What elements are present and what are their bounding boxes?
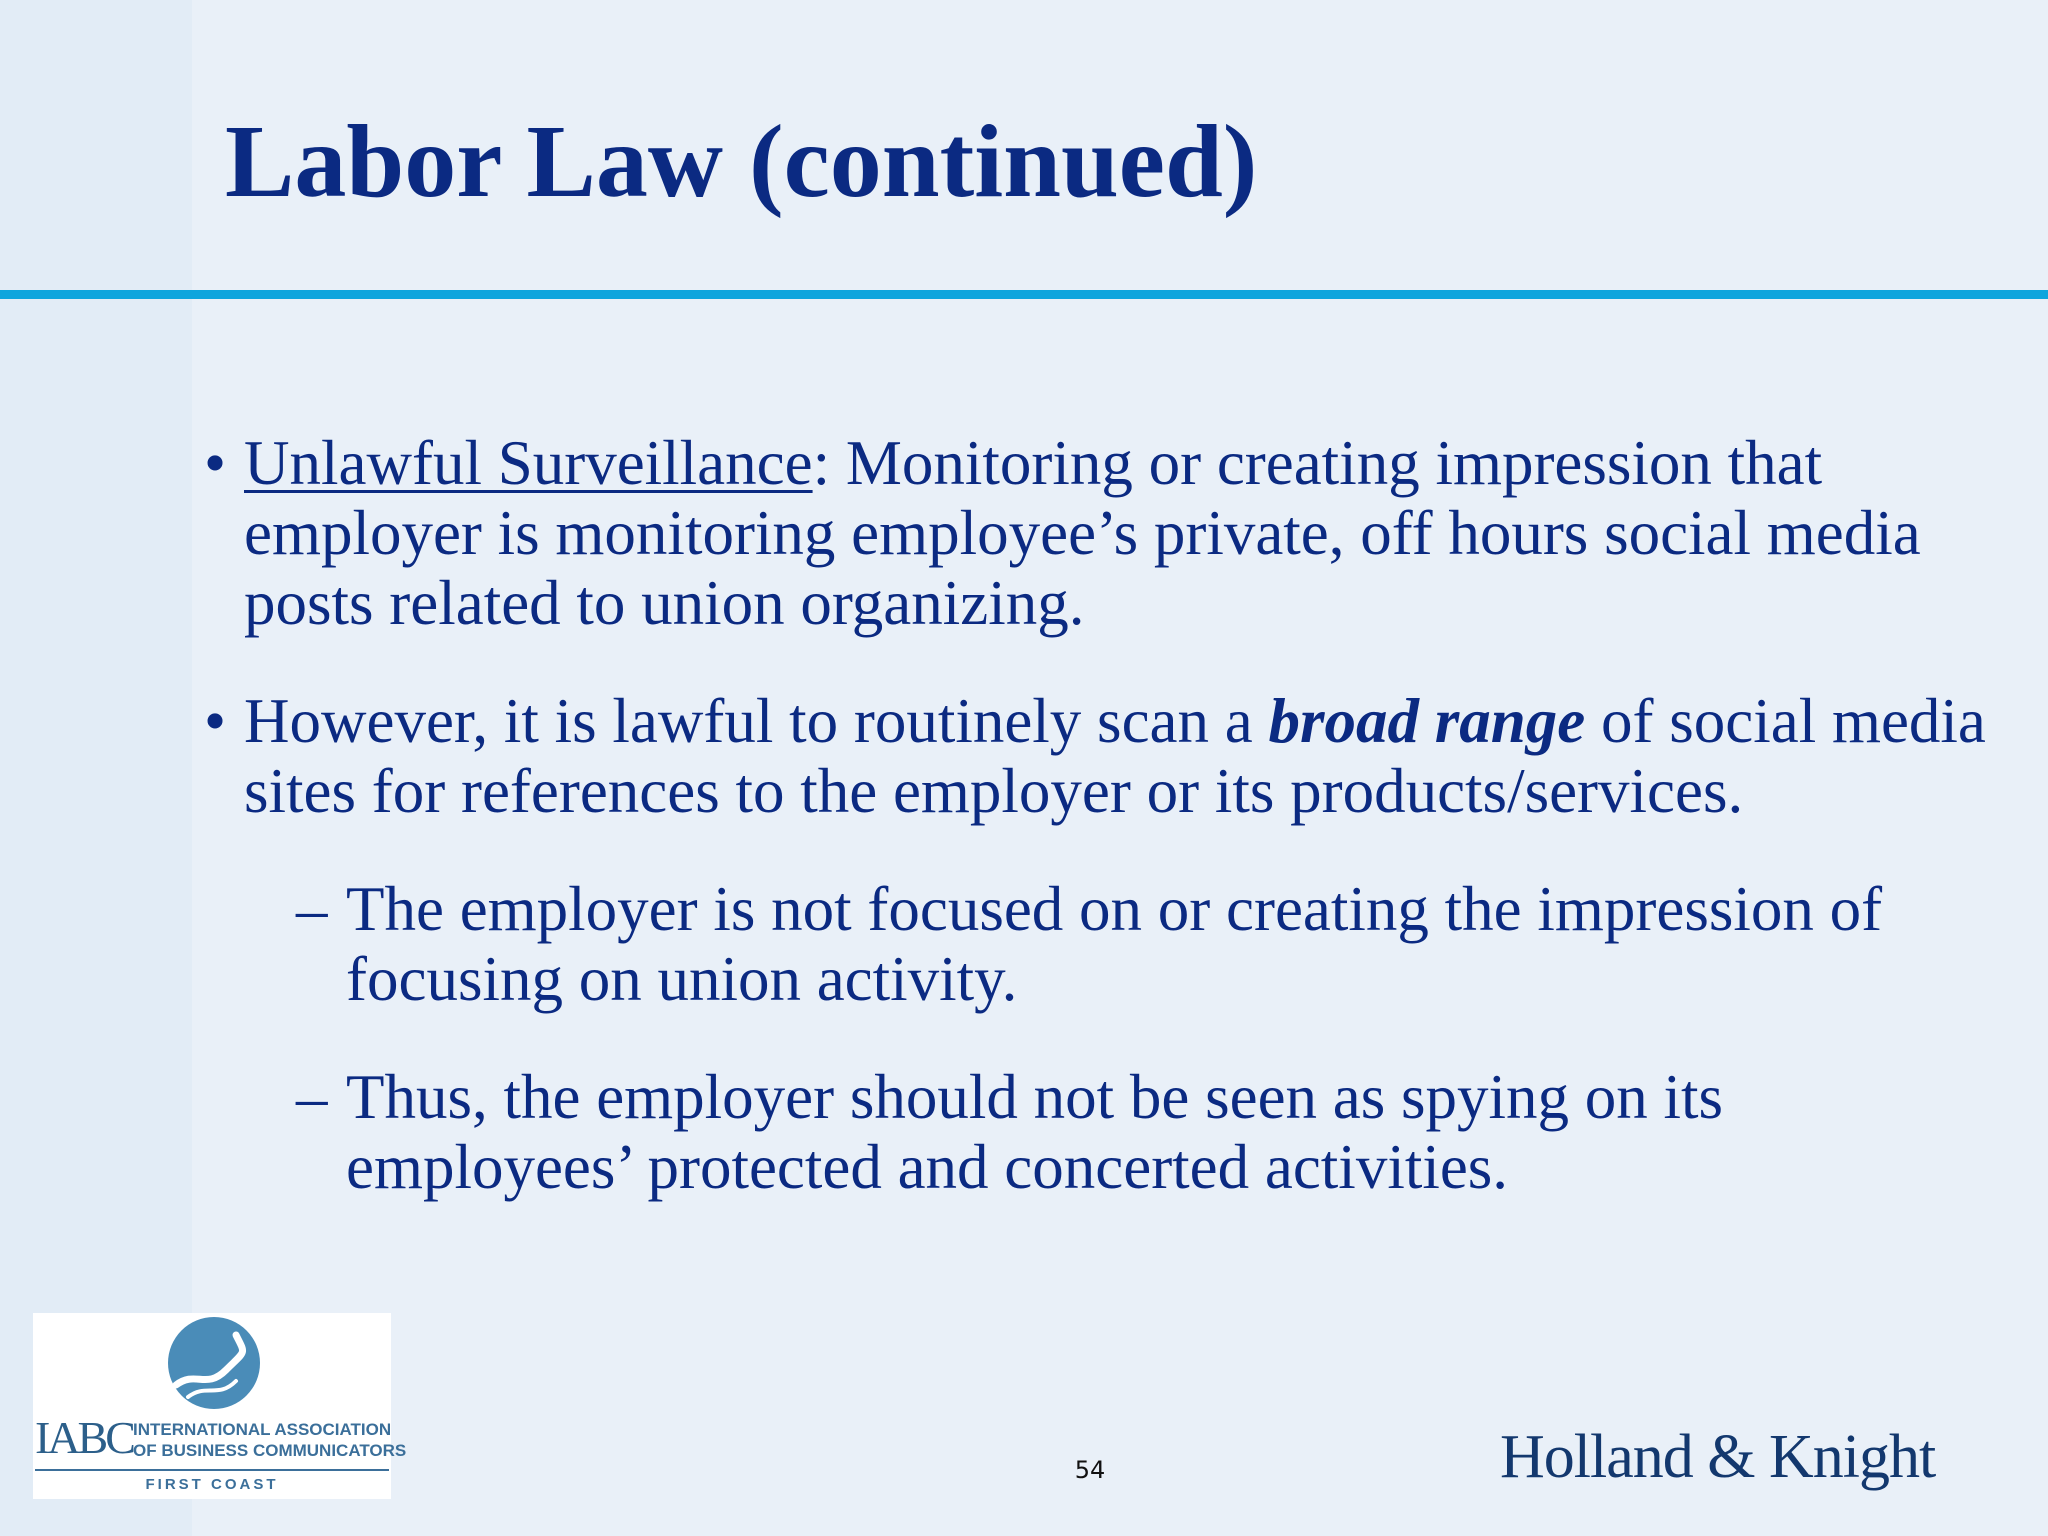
left-background-band (0, 0, 192, 1536)
iabc-chapter: FIRST COAST (145, 1476, 279, 1493)
holland-knight-logo: Holland & Knight (1500, 1423, 1936, 1491)
bullet-marker: • (204, 428, 227, 498)
subbullet-not-focused (296, 874, 2000, 1014)
bullet-unlawful-surveillance (200, 428, 2000, 638)
bullet-term: Unlawful Surveillance (244, 428, 813, 498)
bullet-emphasis: broad range (1268, 686, 1586, 756)
slide-title: Labor Law (continued) (225, 104, 1258, 219)
bullet-text-after: of social media sites for references to the employer or its products/services. (244, 686, 1986, 826)
title-divider (0, 290, 2048, 299)
iabc-full-name (133, 1419, 406, 1461)
bullet-lawful-scanning (200, 686, 2000, 826)
page-number: 54 (1074, 1456, 1106, 1484)
iabc-logo (33, 1313, 407, 1499)
subbullet-marker: – (296, 874, 328, 944)
subbullet-text: Thus, the employer should not be seen as spying on its employees’ protected and concerted activities. (346, 1062, 1724, 1202)
subbullet-not-spying (296, 1062, 2000, 1202)
bullet-marker: • (204, 686, 227, 756)
iabc-wave-icon (166, 1315, 262, 1411)
iabc-name-line1: INTERNATIONAL ASSOCIATION (133, 1420, 392, 1439)
slide-content (200, 428, 2000, 1250)
iabc-name-line2: OF BUSINESS COMMUNICATORS (133, 1441, 407, 1460)
subbullet-text: The employer is not focused on or creating the impression of focusing on union activity. (346, 874, 1883, 1014)
bullet-text-before: However, it is lawful to routinely scan a (244, 686, 1269, 756)
iabc-wordmark: IABC (35, 1412, 133, 1463)
iabc-divider (35, 1469, 389, 1471)
bullet-text: : Monitoring or creating impression that employer is monitoring employee’s private, off hours social media posts related to union organizing. (244, 428, 1921, 638)
subbullet-marker: – (296, 1062, 328, 1132)
